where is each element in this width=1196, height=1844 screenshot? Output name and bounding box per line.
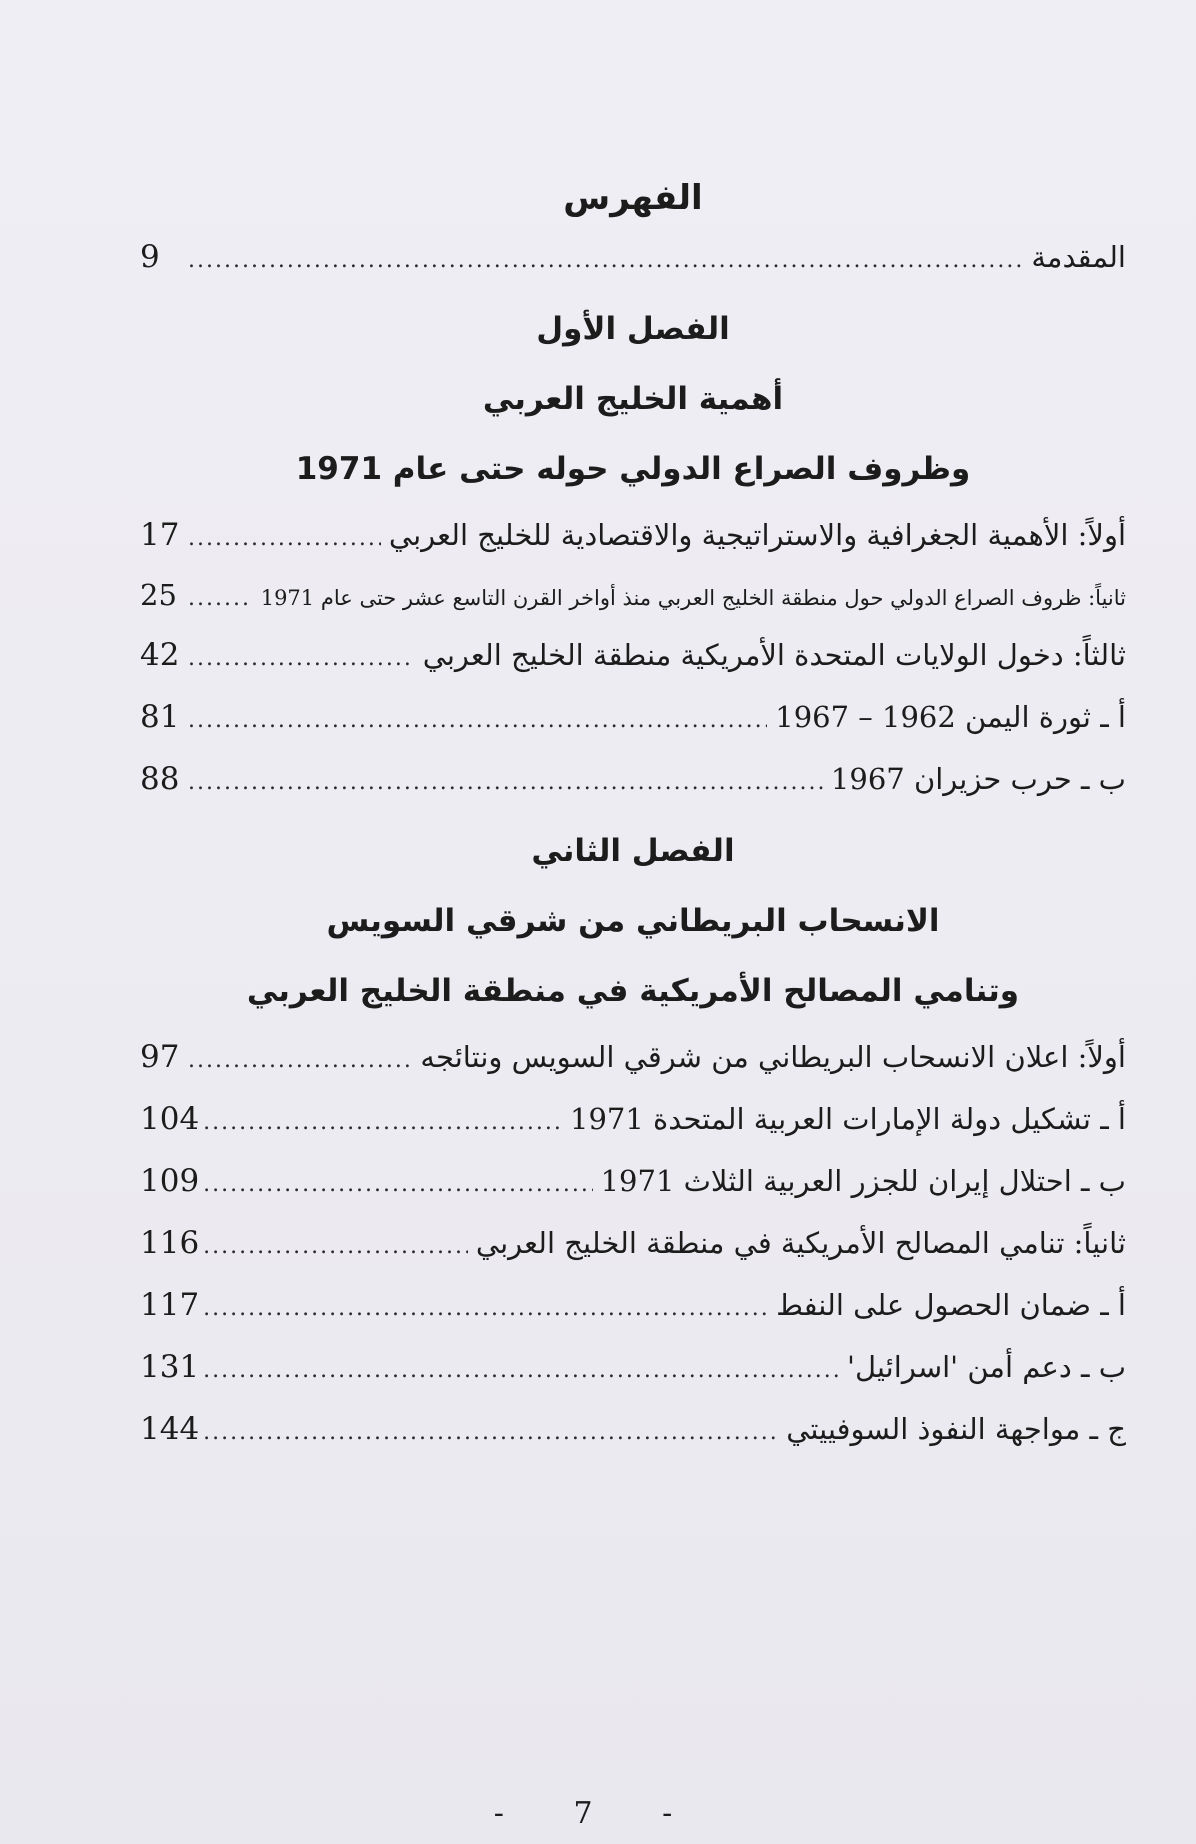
dot-leader <box>188 628 415 690</box>
toc-entry[interactable] <box>140 1212 1126 1274</box>
toc-entry-page: 117 <box>140 1287 200 1323</box>
dot-leader <box>188 570 253 628</box>
chapter-2-number: الفصل الثاني <box>531 833 735 869</box>
toc-entry-label: ثانياً: تنامي المصالح الأمريكية في منطقة الخليج العربي <box>475 1226 1126 1260</box>
toc-entry-label: ب ـ دعم أمن 'اسرائيل' <box>847 1350 1126 1384</box>
toc-entry[interactable] <box>140 1088 1126 1150</box>
toc-entry[interactable] <box>140 1398 1126 1460</box>
toc-entry[interactable] <box>140 748 1126 810</box>
chapter-1-title-line-1: أهمية الخليج العربي <box>482 381 784 417</box>
chapter-1-number: الفصل الأول <box>536 311 730 347</box>
toc-entry[interactable] <box>140 1336 1126 1398</box>
dot-leader <box>188 230 1023 292</box>
toc-entry-label: ج ـ مواجهة النفوذ السوفييتي <box>786 1412 1126 1446</box>
dot-leader <box>188 1030 412 1092</box>
toc-entry-page: 17 <box>140 517 180 553</box>
dot-leader <box>203 1216 468 1278</box>
toc-entry-page: 109 <box>140 1163 200 1199</box>
toc-entry-page: 144 <box>140 1411 200 1447</box>
toc-entry[interactable] <box>140 566 1126 624</box>
toc-entry[interactable] <box>140 624 1126 686</box>
chapter-1-title-line-2: وظروف الصراع الدولي حوله حتى عام 1971 <box>295 451 971 487</box>
toc-entry-page: 97 <box>140 1039 180 1075</box>
toc-entry-label: المقدمة <box>1031 240 1126 274</box>
toc-entry-page: 88 <box>140 761 180 797</box>
toc-entry[interactable] <box>140 1150 1126 1212</box>
table-of-contents <box>140 170 1126 1460</box>
toc-entry-page: 9 <box>140 239 160 275</box>
toc-entry[interactable] <box>140 1274 1126 1336</box>
dot-leader <box>203 1278 768 1340</box>
toc-entry-label: ثانياً: ظروف الصراع الدولي حول منطقة الخليج العربي منذ أواخر القرن التاسع عشر حتى عام 1971 <box>260 586 1126 610</box>
toc-title: الفهرس <box>563 178 703 218</box>
toc-entry[interactable] <box>140 504 1126 566</box>
dot-leader <box>188 752 823 814</box>
toc-entry-label: أ ـ تشكيل دولة الإمارات العربية المتحدة 1971 <box>570 1102 1126 1136</box>
toc-entry-page: 104 <box>140 1101 200 1137</box>
toc-entry-page: 131 <box>140 1349 200 1385</box>
toc-entry-page: 116 <box>140 1225 200 1261</box>
toc-entry-page: 42 <box>140 637 180 673</box>
toc-entry-label: أولاً: اعلان الانسحاب البريطاني من شرقي السويس ونتائجه <box>420 1040 1126 1074</box>
chapter-2-title-line-2: وتنامي المصالح الأمريكية في منطقة الخليج العربي <box>246 973 1020 1009</box>
toc-entry-label: ثالثاً: دخول الولايات المتحدة الأمريكية منطقة الخليج العربي <box>422 638 1126 672</box>
toc-entry-page: 81 <box>140 699 180 735</box>
toc-entry-introduction[interactable] <box>140 226 1126 288</box>
toc-entry-label: أ ـ ضمان الحصول على النفط <box>776 1288 1126 1322</box>
dot-leader <box>203 1154 592 1216</box>
chapter-2-title-line-1: الانسحاب البريطاني من شرقي السويس <box>326 903 940 939</box>
dot-leader <box>188 508 381 570</box>
toc-entry[interactable] <box>140 686 1126 748</box>
page-number: - 7 - <box>493 1796 703 1831</box>
toc-entry-label: أولاً: الأهمية الجغرافية والاستراتيجية والاقتصادية للخليج العربي <box>388 518 1126 552</box>
toc-entry-page: 25 <box>140 578 177 612</box>
dot-leader <box>203 1402 778 1464</box>
dot-leader <box>188 690 767 752</box>
dot-leader <box>203 1340 839 1402</box>
toc-entry-label: ب ـ احتلال إيران للجزر العربية الثلاث 1971 <box>600 1164 1126 1198</box>
toc-entry-label: ب ـ حرب حزيران 1967 <box>830 762 1126 796</box>
dot-leader <box>203 1092 562 1154</box>
toc-entry-label: أ ـ ثورة اليمن 1962 – 1967 <box>775 700 1126 734</box>
toc-entry[interactable] <box>140 1026 1126 1088</box>
